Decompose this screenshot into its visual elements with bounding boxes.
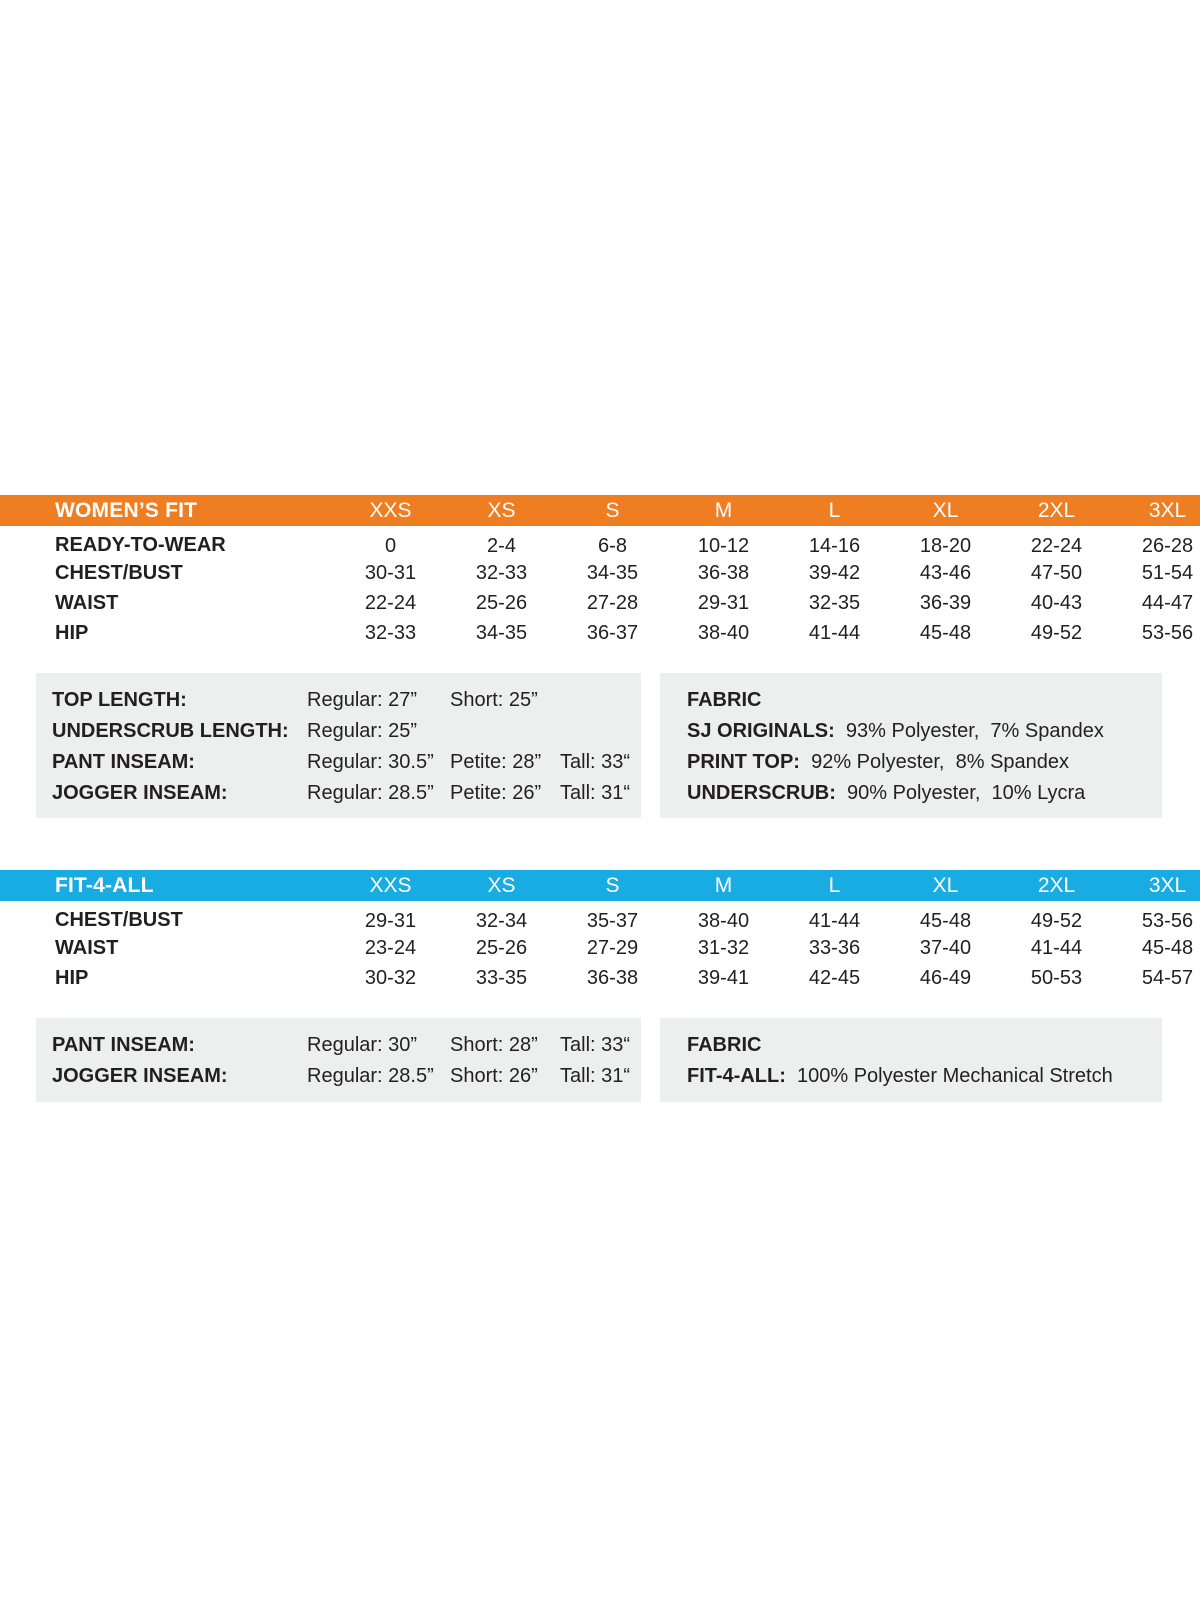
fit-4-all-fabric-info-box [660, 1018, 1162, 1102]
fabric-value: 90% Polyester, 10% Lycra [835, 782, 1086, 804]
measurement-value: 47-50 [1030, 561, 1083, 584]
measurement-value: 32-33 [475, 561, 528, 584]
fabric-label: PRINT TOP: [687, 751, 800, 773]
measurement-value: 23-24 [364, 936, 417, 959]
length-row [52, 1030, 641, 1061]
measurement-row-label: WAIST [55, 591, 119, 614]
measurement-value: 25-26 [475, 591, 528, 614]
length-value: Short: 26” [450, 1065, 538, 1087]
length-label: JOGGER INSEAM: [52, 782, 228, 804]
measurement-value: 14-16 [808, 534, 861, 557]
womens-fit-size-table [0, 495, 1200, 648]
measurement-value: 39-42 [808, 561, 861, 584]
measurement-row [0, 618, 1200, 648]
measurement-value: 54-57 [1141, 966, 1194, 989]
size-column-header: XL [890, 495, 1001, 526]
measurement-value: 30-31 [364, 561, 417, 584]
length-value: Tall: 33“ [560, 1034, 631, 1056]
measurement-value: 49-52 [1030, 909, 1083, 932]
size-column-header: M [668, 870, 779, 901]
fabric-row [687, 778, 1162, 809]
measurement-value: 36-38 [586, 966, 639, 989]
measurement-value: 41-44 [1030, 936, 1083, 959]
fabric-row [687, 747, 1162, 778]
measurement-value: 29-31 [364, 909, 417, 932]
fabric-title: FABRIC [687, 689, 762, 711]
measurement-row-label: HIP [55, 621, 89, 644]
size-column-header: XS [446, 495, 557, 526]
fabric-value: 93% Polyester, 7% Spandex [834, 720, 1104, 742]
length-value: Regular: 30.5” [307, 751, 434, 773]
fit-4-all-length-info-box [36, 1018, 641, 1102]
measurement-value: 0 [384, 534, 397, 557]
measurement-value: 25-26 [475, 936, 528, 959]
length-value: Short: 28” [450, 1034, 538, 1056]
length-label: TOP LENGTH: [52, 689, 187, 711]
measurement-value: 27-28 [586, 591, 639, 614]
measurement-value: 6-8 [598, 534, 627, 557]
size-column-header: S [557, 870, 668, 901]
size-column-header: L [779, 495, 890, 526]
measurement-row-label: CHEST/BUST [55, 909, 183, 931]
measurement-value: 45-48 [1141, 936, 1194, 959]
measurement-value: 31-32 [697, 936, 750, 959]
length-value: Regular: 30” [307, 1034, 418, 1056]
measurement-value: 32-35 [808, 591, 861, 614]
length-value: Petite: 28” [450, 751, 542, 773]
length-label: PANT INSEAM: [52, 1034, 195, 1056]
measurement-value: 34-35 [586, 561, 639, 584]
measurement-row-label: CHEST/BUST [55, 561, 183, 584]
size-column-header: 2XL [1001, 870, 1112, 901]
measurement-value: 53-56 [1141, 909, 1194, 932]
measurement-value: 39-41 [697, 966, 750, 989]
fabric-title: FABRIC [687, 1034, 762, 1056]
fabric-value: 92% Polyester, 8% Spandex [799, 751, 1070, 773]
measurement-value: 10-12 [697, 534, 750, 557]
measurement-row-label: WAIST [55, 936, 119, 959]
length-value: Tall: 33“ [560, 751, 631, 773]
fit-4-all-title: FIT-4-ALL [0, 870, 335, 901]
length-row [52, 747, 641, 778]
length-value: Short: 25” [450, 689, 538, 711]
size-column-header: L [779, 870, 890, 901]
length-value: Tall: 31“ [560, 782, 631, 804]
fabric-row [687, 716, 1162, 747]
measurement-row [0, 933, 1200, 963]
length-row [52, 778, 641, 809]
womens-fit-header-row [0, 495, 1200, 526]
measurement-value: 32-33 [364, 621, 417, 644]
measurement-row [0, 588, 1200, 618]
size-column-header: XS [446, 870, 557, 901]
measurement-value: 30-32 [364, 966, 417, 989]
measurement-value: 45-48 [919, 621, 972, 644]
measurement-value: 33-35 [475, 966, 528, 989]
fabric-label: UNDERSCRUB: [687, 782, 836, 804]
measurement-value: 38-40 [697, 621, 750, 644]
measurement-row [0, 526, 1200, 558]
measurement-value: 27-29 [586, 936, 639, 959]
measurement-value: 53-56 [1141, 621, 1194, 644]
womens-length-info-box [36, 673, 641, 818]
measurement-value: 26-28 [1141, 534, 1194, 557]
fit-4-all-section [0, 870, 1200, 1087]
measurement-value: 34-35 [475, 621, 528, 644]
fit-4-all-size-table [0, 870, 1200, 993]
measurement-value: 51-54 [1141, 561, 1194, 584]
size-column-header: XL [890, 870, 1001, 901]
measurement-value: 36-39 [919, 591, 972, 614]
measurement-value: 41-44 [808, 909, 861, 932]
length-value: Regular: 27” [307, 689, 418, 711]
size-column-header: 3XL [1112, 870, 1200, 901]
measurement-row-label: READY-TO-WEAR [55, 534, 226, 556]
measurement-value: 2-4 [487, 534, 516, 557]
measurement-value: 22-24 [364, 591, 417, 614]
length-value: Regular: 28.5” [307, 1065, 434, 1087]
length-label: PANT INSEAM: [52, 751, 195, 773]
measurement-value: 43-46 [919, 561, 972, 584]
measurement-value: 50-53 [1030, 966, 1083, 989]
measurement-value: 45-48 [919, 909, 972, 932]
measurement-row [0, 558, 1200, 588]
measurement-row-label: HIP [55, 966, 89, 989]
measurement-value: 29-31 [697, 591, 750, 614]
length-row [52, 1061, 641, 1092]
size-column-header: XXS [335, 870, 446, 901]
measurement-value: 38-40 [697, 909, 750, 932]
measurement-value: 18-20 [919, 534, 972, 557]
measurement-value: 32-34 [475, 909, 528, 932]
length-row [52, 716, 641, 747]
measurement-value: 41-44 [808, 621, 861, 644]
length-value: Regular: 28.5” [307, 782, 434, 804]
size-column-header: M [668, 495, 779, 526]
measurement-row [0, 901, 1200, 933]
measurement-value: 36-37 [586, 621, 639, 644]
length-label: UNDERSCRUB LENGTH: [52, 720, 289, 742]
womens-fit-section [0, 495, 1200, 804]
fabric-label: FIT-4-ALL: [687, 1065, 786, 1087]
measurement-value: 44-47 [1141, 591, 1194, 614]
length-value: Regular: 25” [307, 720, 418, 742]
measurement-row [0, 963, 1200, 993]
womens-fabric-info-box [660, 673, 1162, 818]
length-label: JOGGER INSEAM: [52, 1065, 228, 1087]
size-column-header: S [557, 495, 668, 526]
measurement-value: 33-36 [808, 936, 861, 959]
size-column-header: XXS [335, 495, 446, 526]
womens-fit-title: WOMEN’S FIT [0, 495, 335, 526]
fabric-label: SJ ORIGINALS: [687, 720, 835, 742]
size-column-header: 3XL [1112, 495, 1200, 526]
length-value: Tall: 31“ [560, 1065, 631, 1087]
measurement-value: 40-43 [1030, 591, 1083, 614]
measurement-value: 42-45 [808, 966, 861, 989]
fabric-row [687, 1061, 1162, 1092]
measurement-value: 35-37 [586, 909, 639, 932]
fit-4-all-header-row [0, 870, 1200, 901]
measurement-value: 49-52 [1030, 621, 1083, 644]
measurement-value: 37-40 [919, 936, 972, 959]
measurement-value: 46-49 [919, 966, 972, 989]
measurement-value: 36-38 [697, 561, 750, 584]
length-row [52, 685, 641, 716]
measurement-value: 22-24 [1030, 534, 1083, 557]
length-value: Petite: 26” [450, 782, 542, 804]
size-column-header: 2XL [1001, 495, 1112, 526]
fabric-value: 100% Polyester Mechanical Stretch [785, 1065, 1113, 1087]
